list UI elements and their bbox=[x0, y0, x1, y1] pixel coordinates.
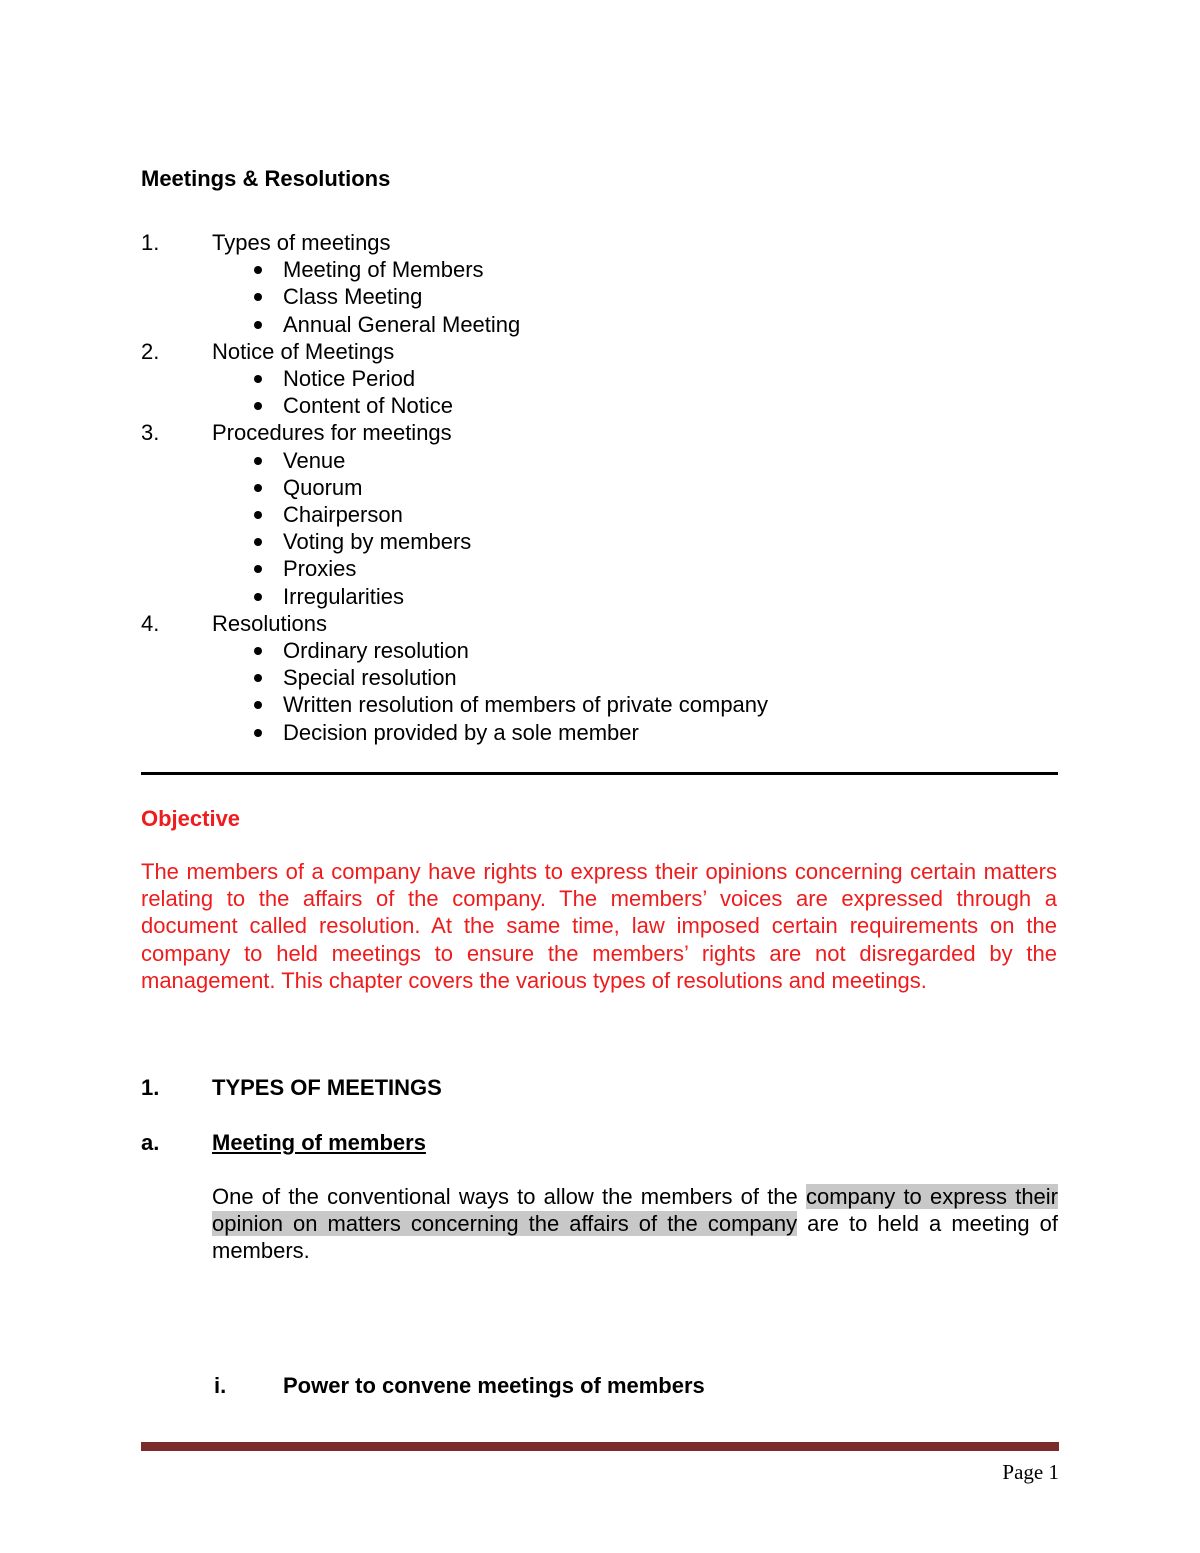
objective-heading: Objective bbox=[141, 806, 241, 831]
paragraph-text: are to held a meeting of members. bbox=[212, 1211, 1059, 1264]
subsection-title: Power to convene meetings of members bbox=[283, 1373, 705, 1398]
toc-subitem bbox=[212, 256, 1061, 283]
toc-subitem-label: Quorum bbox=[283, 474, 363, 500]
toc-subitem-label: Written resolution of members of private company bbox=[283, 692, 769, 718]
bullet-icon bbox=[254, 593, 262, 601]
bullet-icon bbox=[254, 701, 262, 709]
toc-sublist bbox=[212, 365, 1061, 419]
subsection-heading-power-to-convene bbox=[214, 1373, 705, 1399]
toc-subitem-label: Decision provided by a sole member bbox=[283, 719, 639, 745]
toc-item bbox=[141, 338, 1061, 420]
bullet-icon bbox=[254, 457, 262, 465]
toc-number: 2. bbox=[141, 338, 160, 364]
toc-subitem-label: Ordinary resolution bbox=[283, 638, 469, 664]
toc-subitem bbox=[212, 528, 1061, 555]
toc-subitem-label: Irregularities bbox=[283, 583, 405, 609]
toc-number: 4. bbox=[141, 610, 160, 636]
toc-item bbox=[141, 229, 1061, 338]
toc-item bbox=[141, 610, 1061, 746]
footer-rule bbox=[141, 1442, 1059, 1451]
toc-sublist bbox=[212, 637, 1061, 746]
highlighted-text: company to express their opinion on matters concerning the affairs of the company bbox=[212, 1184, 1059, 1237]
bullet-icon bbox=[254, 293, 262, 301]
subsection-number: a. bbox=[141, 1130, 160, 1155]
toc-subitem-label: Notice Period bbox=[283, 366, 416, 392]
toc-label: Procedures for meetings bbox=[212, 420, 452, 446]
toc-subitem-label: Proxies bbox=[283, 556, 357, 582]
toc-subitem-label: Chairperson bbox=[283, 502, 403, 528]
toc-number: 1. bbox=[141, 230, 160, 255]
toc-label: Resolutions bbox=[212, 610, 327, 636]
toc-subitem-label: Class Meeting bbox=[283, 284, 423, 310]
document-title: Meetings & Resolutions bbox=[141, 166, 391, 191]
toc-subitem bbox=[212, 283, 1061, 310]
toc-subitem bbox=[212, 664, 1061, 691]
toc-subitem bbox=[212, 447, 1061, 474]
toc-subitem-label: Venue bbox=[283, 447, 346, 473]
toc-subitem-label: Annual General Meeting bbox=[283, 311, 521, 337]
bullet-icon bbox=[254, 511, 262, 519]
page-number: Page 1 bbox=[1002, 1460, 1059, 1484]
section-divider bbox=[141, 772, 1058, 775]
toc-sublist bbox=[212, 256, 1061, 338]
toc-subitem bbox=[212, 719, 1061, 746]
section-number: 1. bbox=[141, 1075, 160, 1100]
bullet-icon bbox=[254, 674, 262, 682]
toc-sublist bbox=[212, 447, 1061, 610]
bullet-icon bbox=[254, 484, 262, 492]
toc-subitem bbox=[212, 474, 1061, 501]
toc-subitem bbox=[212, 555, 1061, 582]
subsection-number: i. bbox=[214, 1373, 227, 1398]
bullet-icon bbox=[254, 402, 262, 410]
toc-subitem-label: Voting by members bbox=[283, 529, 472, 555]
meeting-of-members-paragraph bbox=[212, 1183, 1058, 1265]
toc-subitem-label: Content of Notice bbox=[283, 393, 453, 419]
toc-label: Notice of Meetings bbox=[212, 338, 395, 364]
toc-label: Types of meetings bbox=[212, 230, 391, 255]
bullet-icon bbox=[254, 647, 262, 655]
toc-subitem bbox=[212, 392, 1061, 419]
table-of-contents bbox=[141, 229, 1061, 746]
bullet-icon bbox=[254, 321, 262, 329]
toc-subitem bbox=[212, 311, 1061, 338]
objective-paragraph: The members of a company have rights to express their opinions concerning certain matters relating to the affairs of the company. The members’ voices are expressed through a document called resolution. At the same time, law imposed certain requirements on the company to held meetings to ensure the members’ rights are not disregarded by the management. This chapter covers the various types of resolutions and meetings. bbox=[141, 859, 1057, 993]
subsection-title: Meeting of members bbox=[212, 1130, 426, 1155]
toc-subitem-label: Special resolution bbox=[283, 665, 457, 691]
bullet-icon bbox=[254, 538, 262, 546]
toc-subitem bbox=[212, 501, 1061, 528]
bullet-icon bbox=[254, 266, 262, 274]
section-title: TYPES OF MEETINGS bbox=[212, 1075, 442, 1100]
toc-number: 3. bbox=[141, 420, 160, 446]
bullet-icon bbox=[254, 565, 262, 573]
toc-subitem bbox=[212, 691, 1061, 718]
bullet-icon bbox=[254, 375, 262, 383]
toc-subitem bbox=[212, 637, 1061, 664]
toc-subitem bbox=[212, 365, 1061, 392]
bullet-icon bbox=[254, 729, 262, 737]
toc-subitem-label: Meeting of Members bbox=[283, 257, 484, 283]
paragraph-text: One of the conventional ways to allow the members of the bbox=[212, 1184, 806, 1209]
toc-subitem bbox=[212, 583, 1061, 610]
toc-item bbox=[141, 419, 1061, 609]
subsection-heading-meeting-of-members bbox=[141, 1130, 426, 1156]
section-heading-types-of-meetings bbox=[141, 1075, 442, 1101]
